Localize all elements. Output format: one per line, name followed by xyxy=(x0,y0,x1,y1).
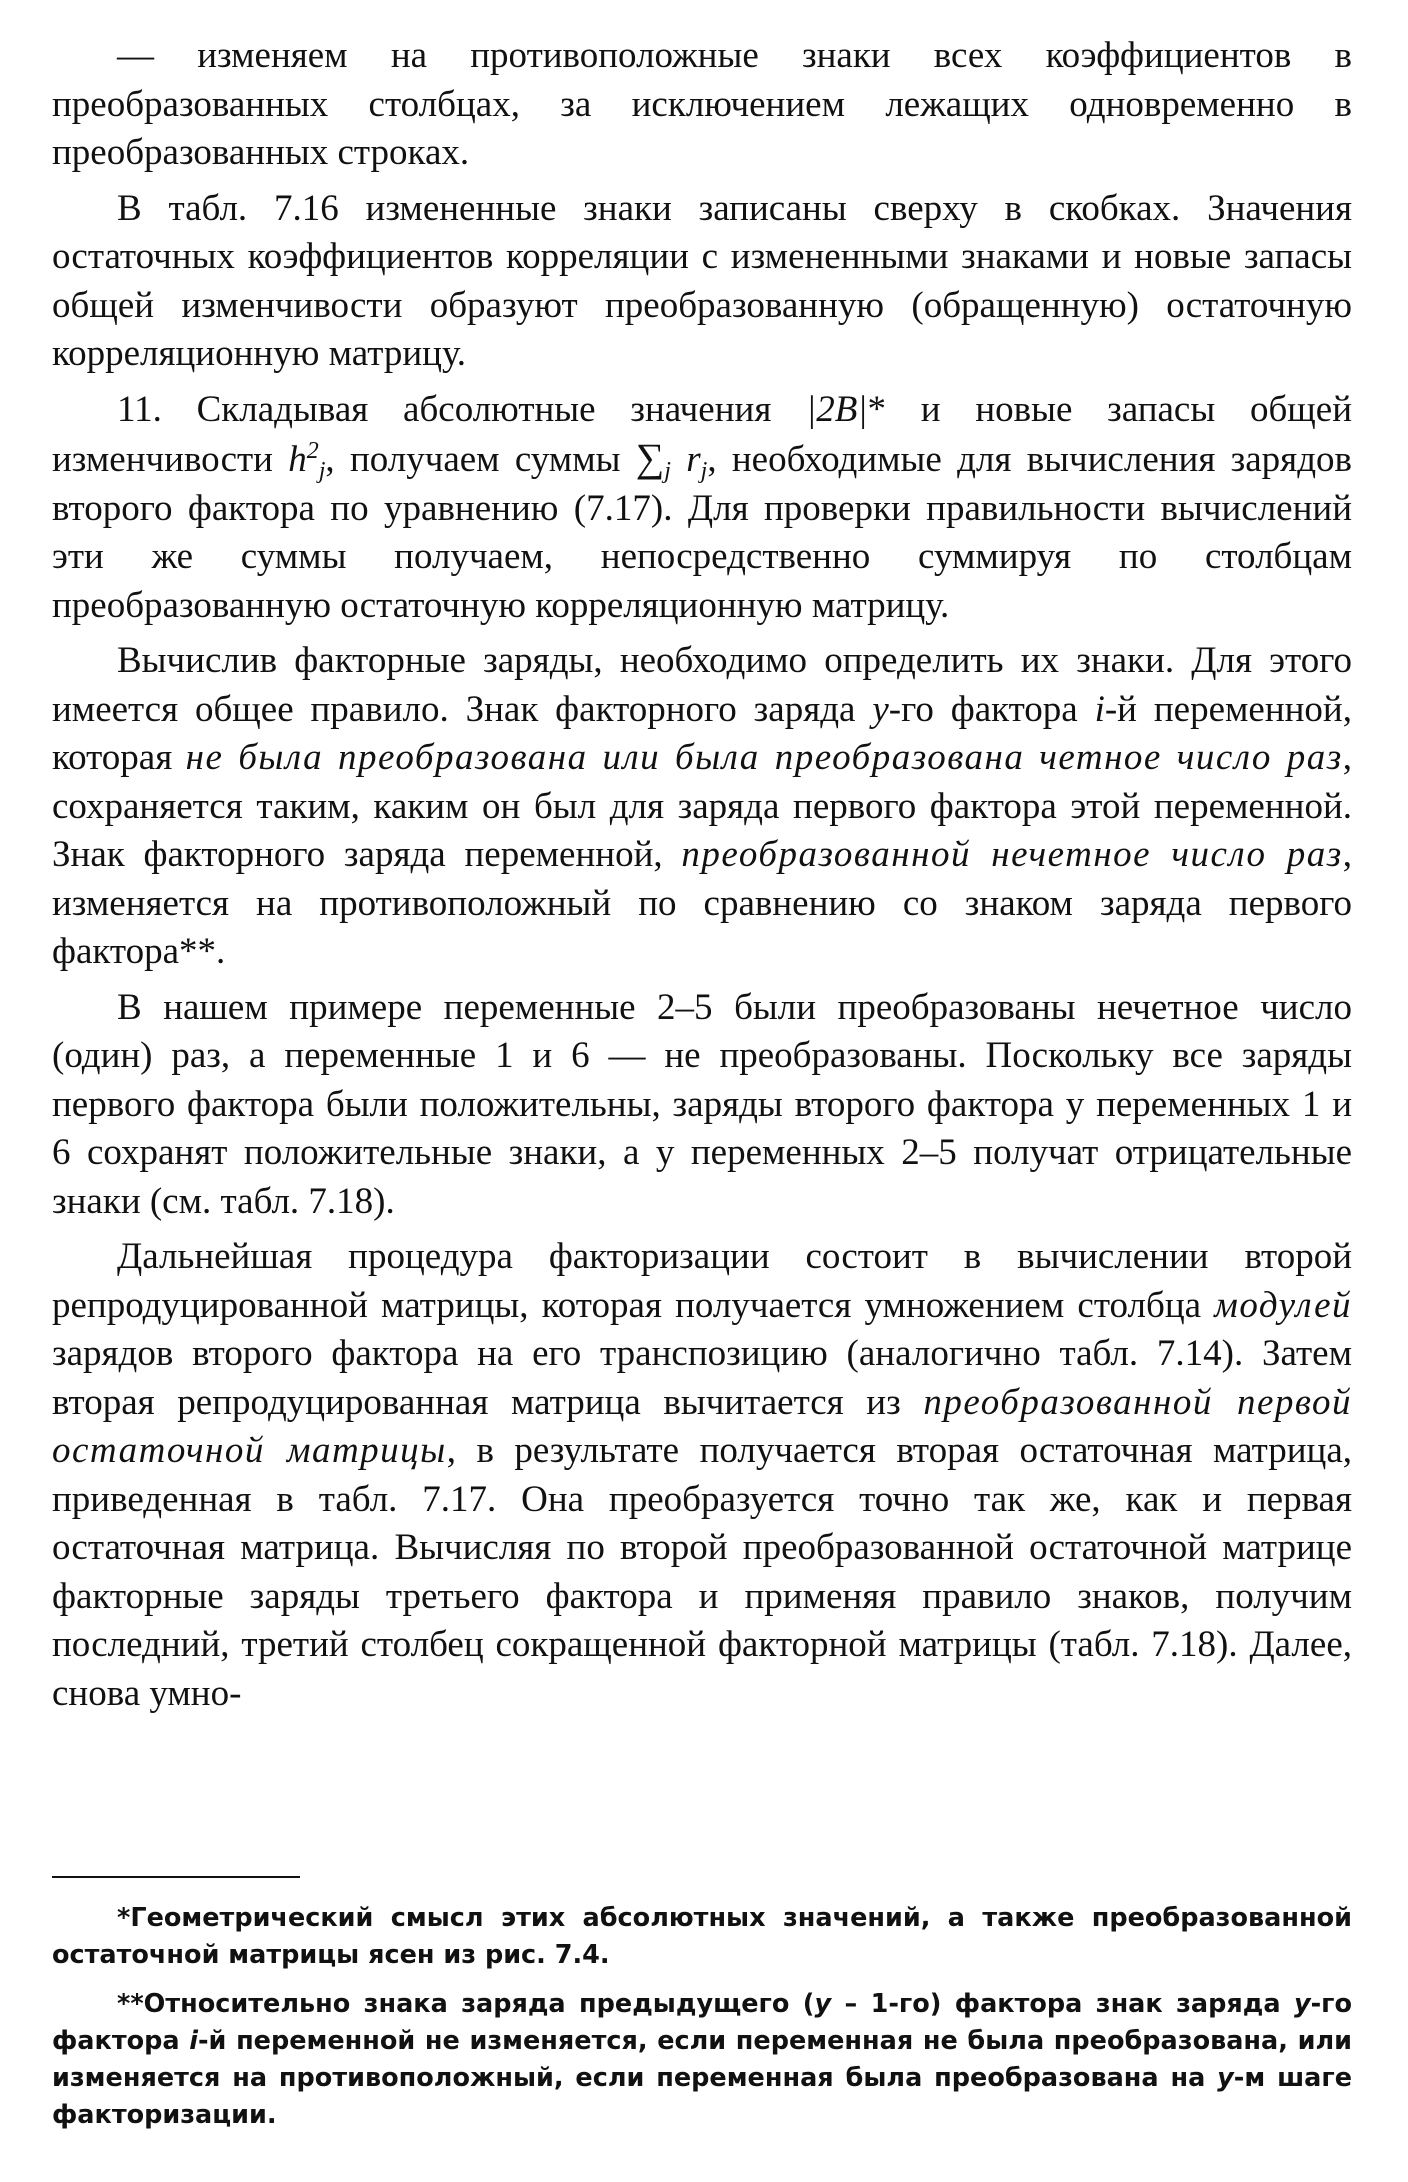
text-run: , необходимые для вычисления зарядов второго фактора по уравнению (7.17). Для проверки правильности вычислений эти же суммы получаем, непосредственно суммируя по столбцам преобразованную остаточную корреляционную матрицу. xyxy=(52,439,1352,626)
math-i: i xyxy=(1094,688,1105,730)
text-run: и новые запасы общей изменчивости xyxy=(52,388,1352,480)
page-body xyxy=(52,32,1352,1718)
math-y: y xyxy=(872,688,889,730)
footnote-2 xyxy=(52,1986,1352,2134)
math-y: y xyxy=(814,1989,832,2019)
text-run: , в результате получается вторая остаточная матрица, приведенная в табл. 7.17. Она преобразуется точно так же, как и первая остаточная матрица. Вычисляя по второй преобразованной остаточной матрице факторные заряды третьего фактора и применяя правило знаков, получим последний, третий столбец сокращенной факторной матрицы (табл. 7.18). Далее, снова умно- xyxy=(52,1430,1352,1714)
paragraph-further-procedure xyxy=(52,1233,1352,1718)
text-run: -м шаге факторизации. xyxy=(52,2063,1352,2130)
formula-h-base: h xyxy=(288,439,307,480)
text-run: – 1-го) фактора знак заряда xyxy=(831,1989,1294,2019)
formula-abs-2b: |2B| xyxy=(806,388,868,430)
text-run: -го фактора xyxy=(52,1989,1352,2056)
math-y: y xyxy=(1217,2063,1234,2093)
text-run: -й переменной, которая xyxy=(52,688,1352,778)
emphasis-moduli: модулей xyxy=(1214,1284,1352,1326)
footnote-1: *Геометрический смысл этих абсолютных значений, а также преобразованной остаточной матрицы ясен из рис. 7.4. xyxy=(52,1903,1352,1970)
math-y: y xyxy=(1293,1989,1311,2019)
text-run: 11. Складывая абсолютные значения xyxy=(117,388,807,430)
formula-r-base: r xyxy=(686,439,701,480)
formula-h-j-squared xyxy=(288,438,326,484)
footnote-separator xyxy=(52,1876,300,1878)
paragraph-sign-rule xyxy=(52,637,1352,977)
footnotes xyxy=(52,1900,1352,2134)
formula-sum-symbol: ∑ xyxy=(635,435,665,480)
text-run: , изменяется на противоположный по сравнению со знаком заряда первого фактора**. xyxy=(52,834,1352,972)
text-run: -й переменной не изменяется, если переменная не была преобразована, или изменяется на противоположный, если переменная была преобразована на xyxy=(52,2026,1352,2093)
formula-h-sub: j xyxy=(318,458,326,484)
text-run: -го фактора xyxy=(888,688,1095,730)
text-run: Дальнейшая процедура факторизации состоит в вычислении второй репродуцированной матрицы, которая получается умножением столбца xyxy=(52,1236,1352,1326)
text-run: зарядов второго фактора на его транспозицию (аналогично табл. 7.14). Затем вторая репродуцированная матрица вычитается из xyxy=(52,1333,1352,1423)
paragraph-table-7-16: В табл. 7.16 измененные знаки записаны сверху в скобках. Значения остаточных коэффициентов корреляции с измененными знаками и новые запасы общей изменчивости образуют преобразованную (обращенную) остаточную корреляционную матрицу. xyxy=(52,187,1352,374)
formula-h-sup: 2 xyxy=(306,438,319,464)
text-run: , сохраняется таким, каким он был для заряда первого фактора этой переменной. Знак факторного заряда переменной, xyxy=(52,737,1352,875)
math-i: i xyxy=(189,2026,198,2056)
footnote-ref-1: * xyxy=(867,388,887,430)
emphasis-odd-transformed: преобразованной нечетное число раз xyxy=(681,834,1343,875)
formula-sum-sub: j xyxy=(664,458,671,484)
formula-r-sub: j xyxy=(700,458,708,484)
paragraph-example: В нашем примере переменные 2–5 были преобразованы нечетное число (один) раз, а переменные 1 и 6 — не преобразованы. Поскольку все заряды первого фактора были положительны, заряды второго фактора у переменных 1 и 6 сохранят положительные знаки, а у переменных 2–5 получат отрицательные знаки (см. табл. 7.18). xyxy=(52,986,1352,1222)
text-run: **Относительно знака заряда предыдущего ( xyxy=(117,1989,815,2019)
emphasis-not-transformed: не была преобразована или была преобразована четное число раз xyxy=(185,737,1343,778)
paragraph-step-11 xyxy=(52,386,1352,631)
formula-sum-r-j xyxy=(635,435,708,484)
text-run: Вычислив факторные заряды, необходимо определить их знаки. Для этого имеется общее правило. Знак факторного заряда xyxy=(52,640,1352,730)
paragraph-sign-change-rule: — изменяем на противоположные знаки всех коэффициентов в преобразованных столбцах, за исключением лежащих одновременно в преобразованных строках. xyxy=(52,35,1352,173)
emphasis-first-residual: преобразованной первой остаточной матрицы xyxy=(52,1381,1352,1471)
text-run: , получаем суммы xyxy=(325,439,636,480)
